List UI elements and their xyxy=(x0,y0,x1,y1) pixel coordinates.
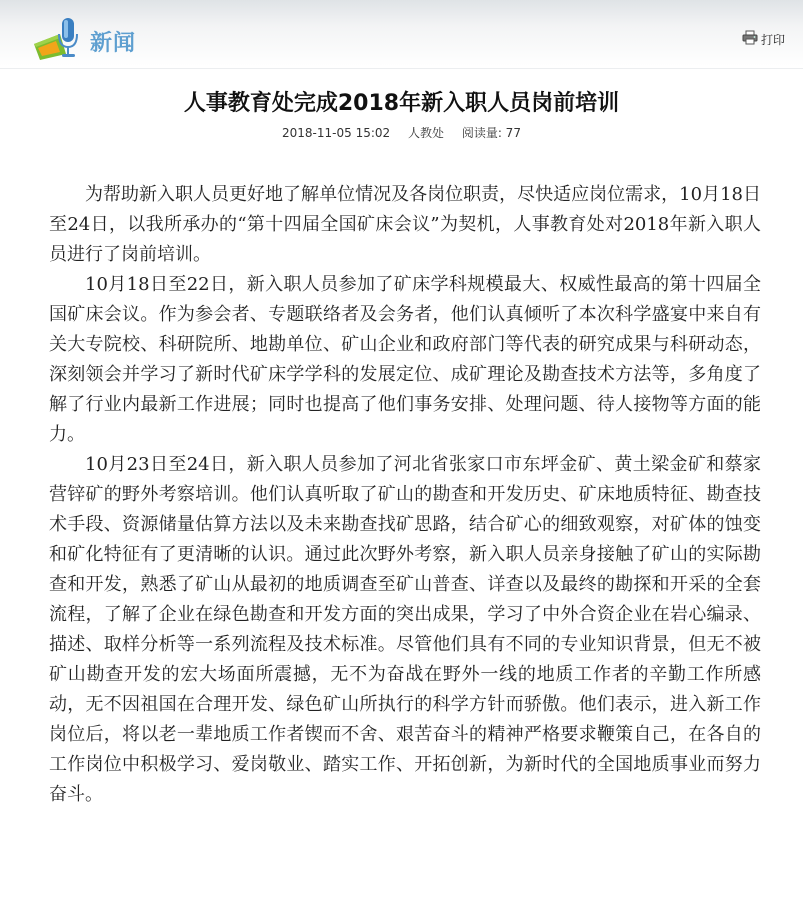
article-meta xyxy=(0,124,803,141)
department: 人教处 xyxy=(407,126,444,140)
publish-date: 2018-11-05 15:02 xyxy=(282,126,391,140)
section-title: 新闻 xyxy=(90,31,137,56)
article-title: 人事教育处完成2018年新入职人员岗前培训 xyxy=(183,91,620,116)
print-label: 打印 xyxy=(761,32,786,47)
header-divider xyxy=(0,68,803,69)
article-body xyxy=(49,180,761,810)
news-logo-icon xyxy=(32,14,88,62)
paragraph: 为帮助新入职人员更好地了解单位情况及各岗位职责，尽快适应岗位需求，10月18日至24日，以我所承办的“第十四届全国矿床会议”为契机，人事教育处对2018年新入职人员进行了岗前培训。 xyxy=(49,184,761,265)
printer-icon xyxy=(742,30,758,48)
view-count: 阅读量: 77 xyxy=(461,126,521,140)
paragraph: 10月23日至24日，新入职人员参加了河北省张家口市东坪金矿、黄土梁金矿和蔡家营锌矿的野外考察培训。他们认真听取了矿山的勘查和开发历史、矿床地质特征、勘查技术手段、资源储量估算方法以及未来勘查找矿思路，结合矿心的细致观察，对矿体的蚀变和矿化特征有了更清晰的认识。通过此次野外考察，新入职人员亲身接触了矿山的实际勘查和开发，熟悉了矿山从最初的地质调查至矿山普查、详查以及最终的勘探和开采的全套流程，了解了企业在绿色勘查和开发方面的突出成果，学习了中外合资企业在岩心编录、描述、取样分析等一系列流程及技术标准。尽管他们具有不同的专业知识背景，但无不被矿山勘查开发的宏大场面所震撼，无不为奋战在野外一线的地质工作者的辛勤工作所感动，无不因祖国在合理开发、绿色矿山所执行的科学方针而骄傲。他们表示，进入新工作岗位后，将以老一辈地质工作者锲而不舍、艰苦奋斗的精神严格要求鞭策自己，在各自的工作岗位中积极学习、爱岗敬业、踏实工作、开拓创新，为新时代的全国地质事业而努力奋斗。 xyxy=(49,454,761,805)
print-button[interactable] xyxy=(742,31,785,47)
paragraph: 10月18日至22日，新入职人员参加了矿床学科规模最大、权威性最高的第十四届全国矿床会议。作为参会者、专题联络者及会务者，他们认真倾听了本次科学盛宴中来自有关大专院校、科研院所、地勘单位、矿山企业和政府部门等代表的研究成果与科研动态，深刻领会并学习了新时代矿床学学科的发展定位、成矿理论及勘查技术方法等，多角度了解了行业内最新工作进展；同时也提高了他们事务安排、处理问题、待人接物等方面的能力。 xyxy=(49,274,761,445)
page-header xyxy=(0,0,803,66)
